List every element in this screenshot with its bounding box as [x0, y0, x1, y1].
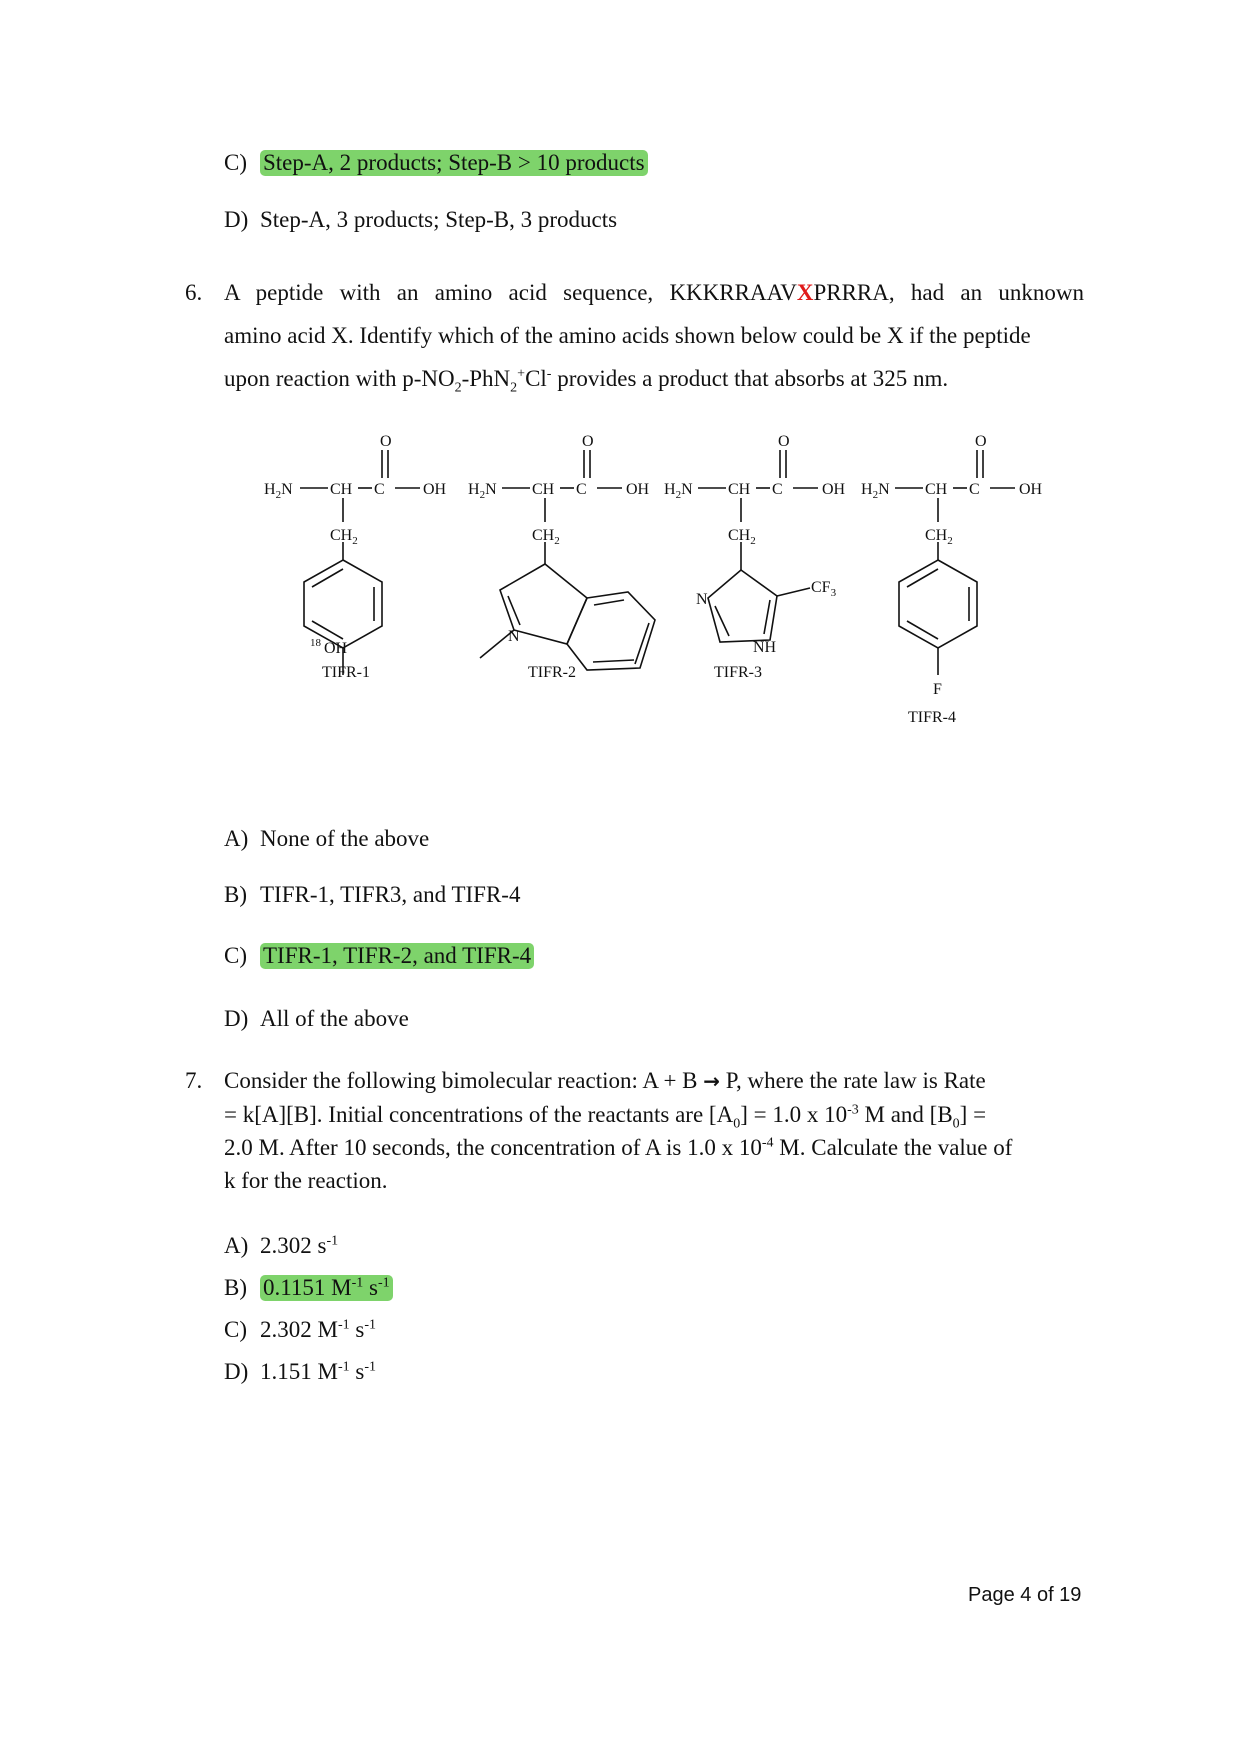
option-text: 2.302 $s^{-1}$: [260, 1233, 339, 1258]
option-letter: D): [224, 1006, 249, 1031]
q7-line1: Consider the following bimolecular reaction: A + B → P, where the rate law is Rate: [224, 1068, 986, 1093]
tifr2-oh: OH: [626, 481, 650, 498]
option-text: TIFR-1, TIFR3, and TIFR-4: [260, 882, 521, 907]
tifr4-label: TIFR-4: [908, 709, 956, 726]
tifr2-carbonyl-c: C: [576, 481, 587, 498]
tifr3-amine: $H_2N$: [664, 481, 693, 501]
tifr4-fluorine: F: [933, 681, 942, 698]
tifr3-label: TIFR-3: [714, 664, 762, 681]
amino-acid-structures: [250, 420, 1110, 760]
q7-line2: = k[A][B]. Initial concentrations of the reactants are $[A_0] = 1.0$ x $10^{-3}$ M and $[B_0]$ =: [224, 1102, 987, 1132]
option-text-highlighted: 0.1151 $M^{-1}$ $s^{-1}$: [260, 1275, 393, 1301]
tifr3-imidazole-nh: NH: [753, 639, 777, 656]
q7-text: [224, 1064, 1084, 1197]
option-letter: D): [224, 1359, 249, 1384]
tifr3-imidazole-n: N: [696, 591, 708, 608]
tifr1-oh: OH: [423, 481, 447, 498]
option-letter: C): [224, 150, 247, 175]
tifr1-isotope: 18: [310, 637, 321, 649]
option-text: All of the above: [260, 1006, 409, 1031]
q7-line3: 2.0 M. After 10 seconds, the concentration of A is 1.0 x $10^{-4}$ M. Calculate the value of: [224, 1135, 1013, 1160]
option-text: None of the above: [260, 826, 430, 851]
option-letter: A): [224, 1233, 249, 1258]
tifr1-carbonyl-o: O: [380, 433, 392, 450]
option-letter: A): [224, 826, 249, 851]
q7-line4: k for the reaction.: [224, 1168, 388, 1193]
option-letter: C): [224, 943, 247, 968]
tifr3-oh: OH: [822, 481, 846, 498]
tifr3-alpha-ch: CH: [728, 481, 751, 498]
q6-option-a: [224, 824, 429, 854]
option-letter: B): [224, 1275, 247, 1300]
q6-line2: amino acid X. Identify which of the amino acids shown below could be X if the peptide: [224, 323, 1031, 348]
q6-line1: A peptide with an amino acid sequence, KKKRRAAVXPRRRA, had an unknown: [224, 280, 1085, 305]
tifr3-ch2: $CH_2$: [728, 527, 756, 547]
tifr2-alpha-ch: CH: [532, 481, 555, 498]
tifr3-carbonyl-o: O: [778, 433, 790, 450]
tifr1-alpha-ch: CH: [330, 481, 353, 498]
unknown-x: X: [796, 280, 814, 305]
option-text-highlighted: Step-A, 2 products; Step-B > 10 products: [260, 150, 648, 176]
q7-option-a: [224, 1231, 338, 1261]
q6-number: 6.: [185, 280, 203, 305]
tifr4-amine: $H_2N$: [861, 481, 890, 501]
tifr3-cf3: $CF_3$: [811, 579, 837, 599]
prev-option-c: [224, 148, 648, 178]
q7-number: 7.: [185, 1068, 203, 1093]
tifr2-carbonyl-o: O: [582, 433, 594, 450]
q6-line3: upon reaction with $p-NO_2-PhN_2^+Cl^-$ provides a product that absorbs at 325 nm.: [224, 366, 949, 396]
tifr1-amine: $H_2N$: [264, 481, 293, 501]
q6-text: [224, 271, 1084, 400]
option-text: Step-A, 3 products; Step-B, 3 products: [260, 207, 618, 232]
tifr2-indole-n: N: [508, 628, 520, 645]
tifr2-ch2: $CH_2$: [532, 527, 560, 547]
tifr1-carbonyl-c: C: [374, 481, 385, 498]
q6-option-b: [224, 880, 520, 910]
q6-option-d: [224, 1004, 409, 1034]
tifr1-sidechain-oh: OH: [324, 640, 348, 657]
page-number: Page 4 of 19: [968, 1584, 1082, 1606]
tifr1-label: TIFR-1: [322, 664, 370, 681]
q7-option-c: [224, 1315, 376, 1345]
tifr4-carbonyl-c: C: [969, 481, 980, 498]
tifr2-label: TIFR-2: [528, 664, 576, 681]
tifr4-ch2: $CH_2$: [925, 527, 953, 547]
tifr2-amine: $H_2N$: [468, 481, 497, 501]
option-text: 1.151 $M^{-1}$ $s^{-1}$: [260, 1359, 376, 1384]
prev-option-d: [224, 205, 617, 235]
tifr1-ch2: $CH_2$: [330, 527, 358, 547]
tifr4-oh: OH: [1019, 481, 1043, 498]
option-letter: C): [224, 1317, 247, 1342]
right-arrow-icon: →: [703, 1069, 721, 1093]
option-text-highlighted: TIFR-1, TIFR-2, and TIFR-4: [260, 943, 534, 969]
option-text: 2.302 $M^{-1}$ $s^{-1}$: [260, 1317, 376, 1342]
q6-option-c: [224, 941, 534, 971]
q7-option-d: [224, 1357, 376, 1387]
option-letter: B): [224, 882, 247, 907]
tifr4-alpha-ch: CH: [925, 481, 948, 498]
option-letter: D): [224, 207, 249, 232]
tifr4-carbonyl-o: O: [975, 433, 987, 450]
q7-option-b: [224, 1273, 393, 1303]
tifr3-carbonyl-c: C: [772, 481, 783, 498]
